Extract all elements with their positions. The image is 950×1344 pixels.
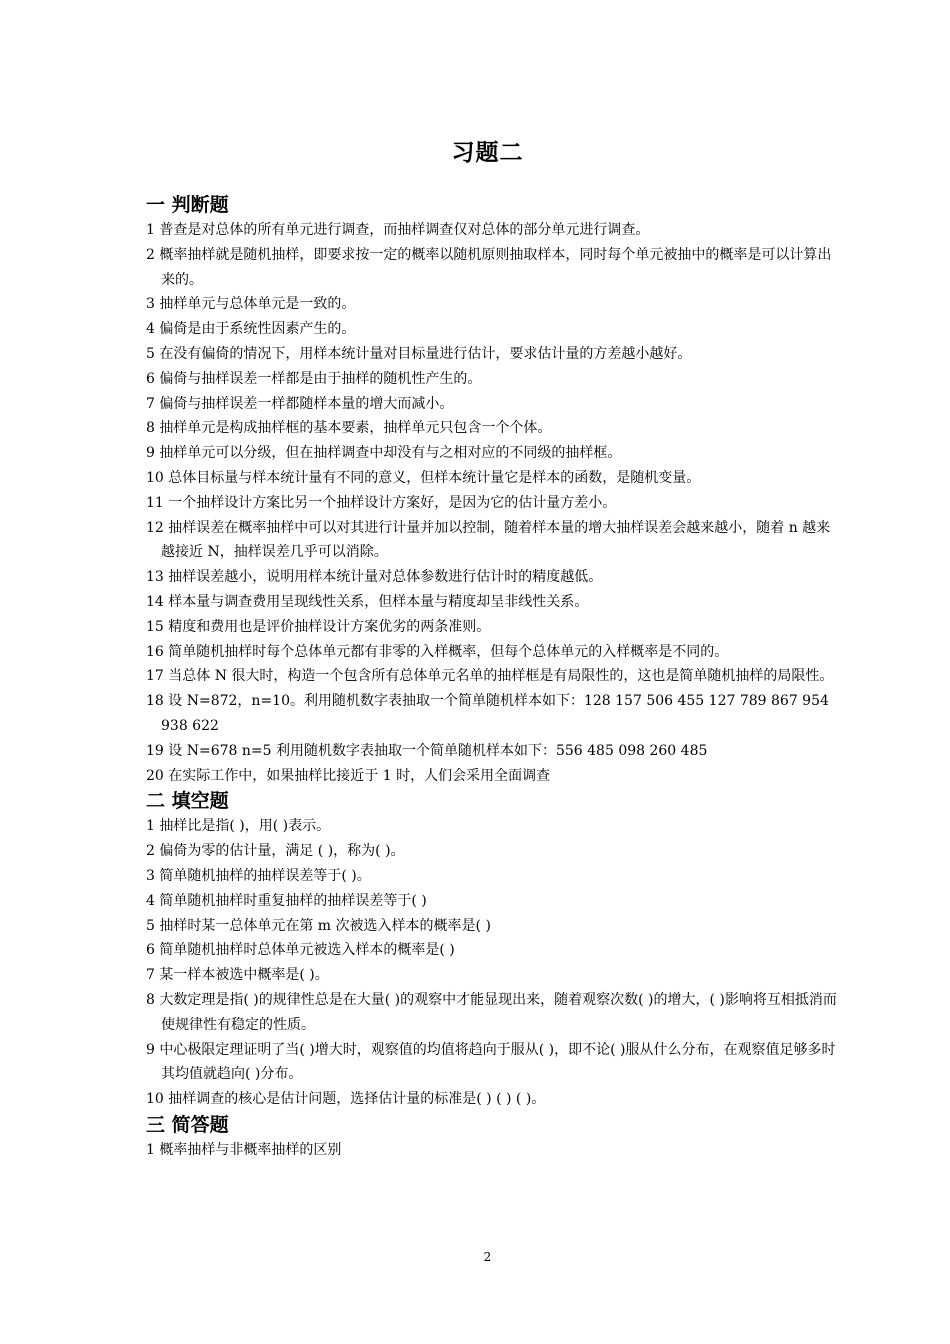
question-item: 12 抽样误差在概率抽样中可以对其进行计量并加以控制，随着样本量的增大抽样误差会越来越小，随着 n 越来越接近 N，抽样误差几乎可以消除。 xyxy=(146,519,831,561)
question-item: 14 样本量与调查费用呈现线性关系，但样本量与精度却呈非线性关系。 xyxy=(146,593,589,610)
question-item: 18 设 N=872，n=10。利用随机数字表抽取一个简单随机样本如下：128 157 506 455 127 789 867 954 938 622 xyxy=(146,693,829,734)
page-number: 2 xyxy=(483,1250,492,1264)
question-item: 7 偏倚与抽样误差一样都随样本量的增大而减小。 xyxy=(146,395,454,412)
question-item: 9 抽样单元可以分级，但在抽样调查中却没有与之相对应的不同级的抽样框。 xyxy=(146,445,622,462)
question-item: 13 抽样误差越小，说明用样本统计量对总体参数进行估计时的精度越低。 xyxy=(146,569,603,586)
question-item: 2 概率抽样就是随机抽样，即要求按一定的概率以随机原则抽取样本，同时每个单元被抽中的概率是可以计算出来的。 xyxy=(146,246,832,288)
question-item: 20 在实际工作中，如果抽样比接近于 1 时，人们会采用全面调查 xyxy=(146,767,551,784)
section-heading-fill-in: 二 填空题 xyxy=(146,790,229,813)
question-item: 6 简单随机抽样时总体单元被选入样本的概率是( ) xyxy=(146,942,455,959)
question-item: 8 大数定理是指( )的规律性总是在大量( )的观察中才能显现出来，随着观察次数( )的增大，( )影响将互相抵消而使规律性有稳定的性质。 xyxy=(146,991,837,1033)
document-body xyxy=(146,192,842,1163)
section-heading-short-answer: 三 简答题 xyxy=(146,1113,229,1136)
question-item: 6 偏倚与抽样误差一样都是由于抽样的随机性产生的。 xyxy=(146,370,482,387)
question-item: 7 某一样本被选中概率是( )。 xyxy=(146,967,329,984)
question-item: 2 偏倚为零的估计量，满足 ( )，称为( )。 xyxy=(146,843,405,860)
question-item: 10 抽样调查的核心是估计问题，选择估计量的标准是( ) ( ) ( )。 xyxy=(146,1091,546,1108)
question-item: 3 简单随机抽样的抽样误差等于( )。 xyxy=(146,867,371,884)
question-item: 9 中心极限定理证明了当( )增大时，观察值的均值将趋向于服从( )，即不论( )服从什么分布，在观察值足够多时其均值就趋向( )分布。 xyxy=(146,1041,836,1083)
question-item: 4 偏倚是由于系统性因素产生的。 xyxy=(146,321,356,338)
question-item: 5 在没有偏倚的情况下，用样本统计量对目标量进行估计，要求估计量的方差越小越好。 xyxy=(146,345,692,362)
question-item: 15 精度和费用也是评价抽样设计方案优劣的两条准则。 xyxy=(146,618,491,635)
question-item: 17 当总体 N 很大时，构造一个包含所有总体单元名单的抽样框是有局限性的，这也是简单随机抽样的局限性。 xyxy=(146,668,834,685)
question-item: 19 设 N=678 n=5 利用随机数字表抽取一个简单随机样本如下：556 485 098 260 485 xyxy=(146,742,708,759)
question-item: 1 概率抽样与非概率抽样的区别 xyxy=(146,1141,342,1158)
question-item: 5 抽样时某一总体单元在第 m 次被选入样本的概率是( ) xyxy=(146,917,491,934)
page-title: 习题二 xyxy=(451,140,524,166)
question-item: 3 抽样单元与总体单元是一致的。 xyxy=(146,296,356,313)
question-item: 16 简单随机抽样时每个总体单元都有非零的入样概率，但每个总体单元的入样概率是不同的。 xyxy=(146,643,729,660)
question-item: 10 总体目标量与样本统计量有不同的意义，但样本统计量它是样本的函数，是随机变量。 xyxy=(146,469,701,486)
question-item: 8 抽样单元是构成抽样框的基本要素，抽样单元只包含一个个体。 xyxy=(146,420,552,437)
question-item: 1 普查是对总体的所有单元进行调查，而抽样调查仅对总体的部分单元进行调查。 xyxy=(146,222,650,238)
question-item: 11 一个抽样设计方案比另一个抽样设计方案好，是因为它的估计量方差小。 xyxy=(146,494,617,511)
section-heading-judgement: 一 判断题 xyxy=(146,194,229,216)
question-item: 4 简单随机抽样时重复抽样的抽样误差等于( ) xyxy=(146,892,427,909)
question-item: 1 抽样比是指( )，用( )表示。 xyxy=(146,818,331,835)
